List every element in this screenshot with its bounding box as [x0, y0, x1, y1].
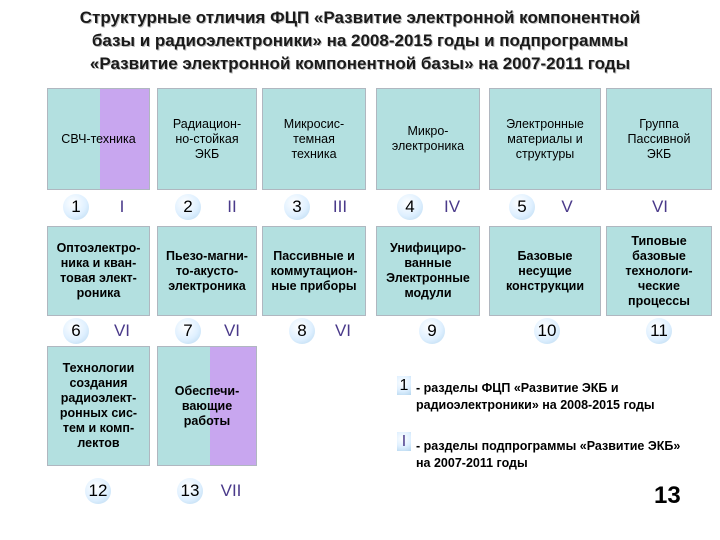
box-passive-group	[606, 88, 712, 190]
section-number-10: 10	[537, 321, 557, 340]
subprogram-roman-row2-3: VI	[334, 321, 352, 340]
subprogram-roman-1: I	[119, 197, 125, 216]
title-line-2: базы и радиоэлектроники» на 2008-2015 годы и подпрограммы	[91, 31, 629, 50]
legend-mark-fcp: 1	[397, 376, 411, 395]
box-processes-label: Типовые базовые технологи- ческие процессы	[625, 233, 693, 308]
legend-text-subprogram: - разделы подпрограммы «Развитие ЭКБ» на 2007-2011 годы	[416, 439, 681, 470]
legend-mark-subprogram: I	[397, 432, 411, 451]
box-microsystem-label: Микросис- темная техника	[283, 116, 345, 161]
page-number: 13	[654, 482, 681, 509]
box-materials-label: Электронные материалы и структуры	[506, 116, 584, 161]
slide-title	[8, 6, 712, 75]
section-number-2: 2	[183, 197, 193, 216]
subprogram-roman-2: II	[227, 197, 237, 216]
title-line-3: «Развитие электронной компонентной базы» на 2007-2011 годы	[89, 54, 631, 73]
subprogram-roman-row2-1: VI	[113, 321, 131, 340]
box-svch-label: СВЧ-техника	[61, 131, 136, 146]
box-structures	[489, 226, 601, 316]
section-number-13: 13	[180, 481, 200, 500]
subprogram-roman-5: V	[561, 197, 573, 216]
subprogram-roman-4: IV	[443, 197, 461, 216]
box-microelectronics	[376, 88, 480, 190]
section-number-7: 7	[183, 321, 193, 340]
box-radio-systems	[47, 346, 150, 466]
box-optoelectronics	[47, 226, 150, 316]
subprogram-roman-3: III	[332, 197, 348, 216]
box-piezo	[157, 226, 257, 316]
section-number-8: 8	[297, 321, 307, 340]
box-svch	[47, 88, 150, 190]
box-microelectronics-label: Микро- электроника	[391, 124, 465, 153]
subprogram-roman-row2-2: VI	[223, 321, 241, 340]
box-passive-group-label: Группа Пассивной ЭКБ	[627, 116, 691, 161]
box-passive-devices-label: Пассивные и коммутацион- ные приборы	[270, 248, 358, 293]
box-passive-devices	[262, 226, 366, 316]
box-modules-label: Унифициро- ванные Электронные модули	[386, 241, 470, 300]
section-number-11: 11	[650, 321, 668, 340]
box-materials	[489, 88, 601, 190]
box-modules	[376, 226, 480, 316]
subprogram-roman-7: VII	[220, 481, 242, 500]
section-number-6: 6	[71, 321, 81, 340]
section-number-3: 3	[292, 197, 302, 216]
box-microsystem	[262, 88, 366, 190]
box-radiation	[157, 88, 257, 190]
section-number-12: 12	[88, 481, 108, 500]
section-number-5: 5	[517, 197, 527, 216]
section-number-9: 9	[427, 321, 437, 340]
box-structures-label: Базовые несущие конструкции	[505, 248, 585, 293]
box-support-works-label: Обеспечи- вающие работы	[174, 383, 240, 428]
box-optoelectronics-label: Оптоэлектро- ника и кван- товая элект- роника	[56, 241, 141, 300]
box-support-works	[157, 346, 257, 466]
box-processes	[606, 226, 712, 316]
section-number-1: 1	[71, 197, 81, 216]
box-radiation-label: Радиацион- но-стойкая ЭКБ	[172, 116, 242, 161]
box-piezo-label: Пьезо-магни- то-акусто- электроника	[166, 248, 248, 293]
section-number-4: 4	[405, 197, 415, 216]
box-radio-systems-label: Технологии создания радиоэлект- ронных сис- тем и комп- лектов	[59, 361, 138, 450]
title-line-1: Структурные отличия ФЦП «Развитие электронной компонентной	[79, 8, 641, 27]
subprogram-roman-6: VI	[651, 197, 669, 216]
legend-text-fcp: - разделы ФЦП «Развитие ЭКБ и радиоэлектроники» на 2008-2015 годы	[416, 381, 655, 412]
